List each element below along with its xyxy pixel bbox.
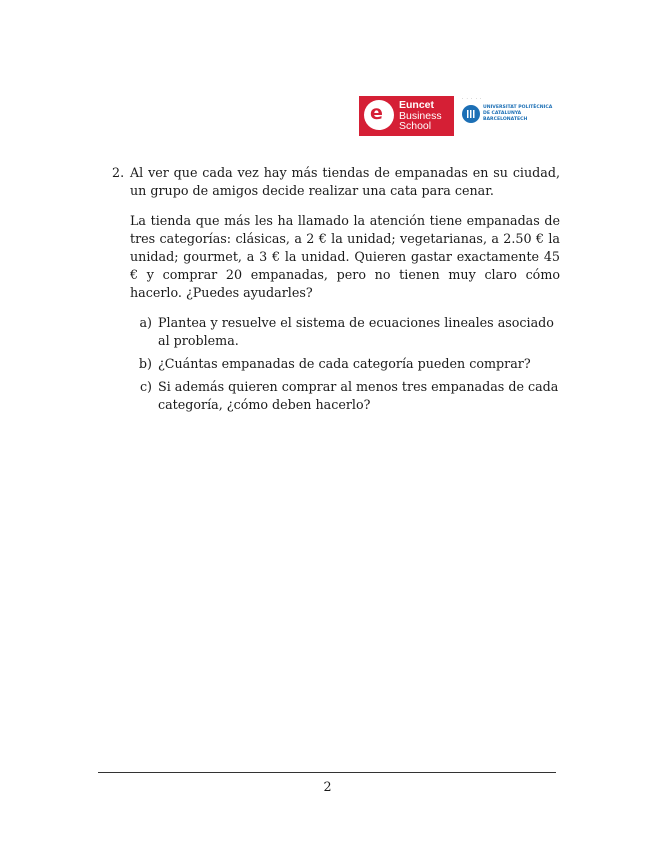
upc-name-line-3: BARCELONATECH [483, 117, 528, 122]
problem-number: 2. [112, 165, 125, 180]
euncet-logo [359, 96, 454, 136]
euncet-name-line-2: Business [399, 109, 442, 122]
problem-parts [130, 314, 560, 414]
euncet-name [399, 100, 442, 132]
euncet-mark: e [370, 102, 383, 124]
problem-part-c [130, 378, 560, 414]
part-label: b) [138, 356, 152, 371]
problem-statement: La tienda que más les ha llamado la atención tiene empanadas de tres categorías: clásicas, a 2 € la unidad; vegetarianas, a 2.50 € la unidad; gourmet, a 3 € la unidad. Quieren gastar exactamente 45 € y comprar 20 empanadas, pero no tienen muy claro cómo hacerlo. ¿Puedes ayudarles? [130, 213, 560, 300]
part-text: Plantea y resuelve el sistema de ecuaciones lineales asociado al problema. [158, 315, 554, 348]
upc-name-line-2: DE CATALUNYA [483, 111, 522, 116]
footer-rule [98, 772, 556, 773]
part-text: Si además quieren comprar al menos tres empanadas de cada categoría, ¿cómo deben hacerlo? [158, 379, 559, 412]
problem-part-a [130, 314, 560, 350]
problem-content [112, 164, 560, 419]
part-label: a) [139, 315, 152, 330]
page-number: 2 [323, 779, 332, 794]
upc-name [483, 105, 552, 123]
upc-logo [460, 96, 558, 136]
problem-item [112, 164, 560, 419]
header-logos [359, 96, 558, 136]
euncet-name-line-1: Euncet [399, 99, 435, 111]
upc-emblem-icon [462, 105, 480, 123]
upc-small-text: · · · · · [462, 96, 483, 101]
part-text: ¿Cuántas empanadas de cada categoría pueden comprar? [158, 356, 531, 371]
problem-intro: Al ver que cada vez hay más tiendas de empanadas en su ciudad, un grupo de amigos decide realizar una cata para cenar. [130, 165, 560, 198]
problem-body [130, 164, 560, 419]
upc-name-line-1: UNIVERSITAT POLITÈCNICA [483, 105, 553, 110]
part-label: c) [139, 379, 152, 394]
problem-part-b [130, 355, 560, 373]
euncet-name-line-3: School [399, 120, 432, 132]
